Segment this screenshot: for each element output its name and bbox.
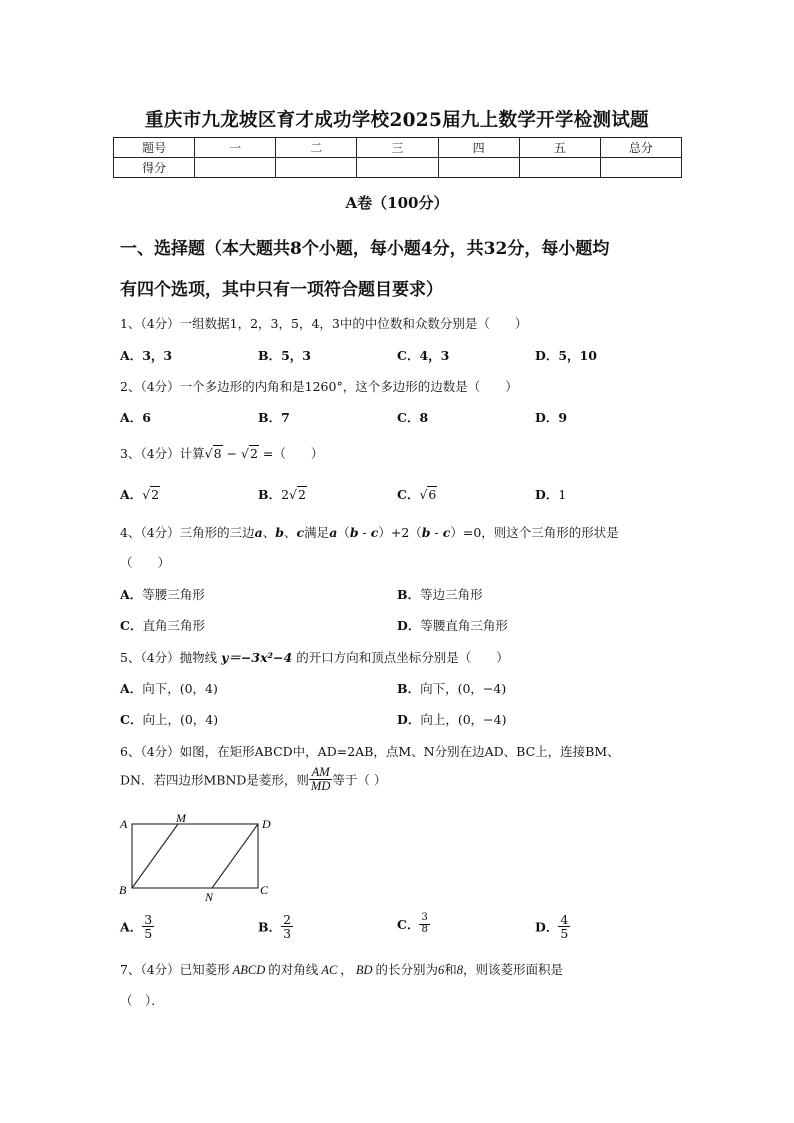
text-run: DN．若四边形MBND是菱形，则 [120, 772, 309, 788]
text-run: （ [337, 525, 350, 540]
option-letter: C． [397, 348, 420, 363]
fraction-numerator: 3 [144, 912, 153, 927]
question-5-text [120, 648, 685, 666]
score-entry-cell[interactable] [519, 158, 600, 178]
fraction-denominator: 8 [421, 923, 428, 935]
variable: c [296, 525, 305, 540]
fraction-numerator: AM [309, 766, 332, 780]
segment-dn [212, 824, 258, 888]
sqrt-expression: √8 [204, 446, 222, 461]
q3-suffix: =（ ） [258, 446, 324, 461]
variable: BD [355, 963, 373, 977]
fraction-numerator: 3 [421, 912, 428, 923]
q4-option-d[interactable] [397, 616, 508, 634]
fraction [309, 766, 332, 793]
score-header-cell: 一 [195, 138, 276, 158]
question-6-text-line2 [120, 766, 685, 793]
variable: b [421, 525, 431, 540]
sqrt-expression: √2 [289, 487, 306, 502]
text-run: ，则该菱形面积是 [463, 962, 564, 977]
text-run: 和 [444, 962, 457, 977]
option-letter: A． [120, 348, 143, 363]
fraction-denominator: 5 [144, 926, 153, 942]
option-letter: D． [535, 919, 559, 935]
q1-option-c[interactable] [397, 346, 449, 364]
option-value: 7 [281, 410, 290, 425]
option-letter: D． [397, 712, 421, 727]
question-7-text-line2: （ ）． [120, 993, 164, 1008]
question-1-text: 1、（4分）一组数据1，2，3，5，4，3中的中位数和众数分别是（ ） [120, 316, 528, 331]
radicand: 2 [249, 446, 258, 461]
q3-option-d[interactable] [535, 485, 566, 503]
radicand: 2 [298, 487, 306, 502]
text-run: 、 [262, 525, 276, 540]
fraction-denominator: MD [310, 779, 331, 794]
equation: y＝−3x²−4 [221, 650, 293, 665]
score-table [113, 137, 682, 178]
question-2-text: 2、（4分）一个多边形的内角和是1260°，这个多边形的边数是（ ） [120, 379, 518, 394]
sqrt-expression: √6 [419, 487, 437, 502]
number: 8 [456, 963, 464, 977]
q5-option-a[interactable] [120, 679, 218, 697]
rectangle-abcd [132, 824, 258, 888]
option-letter: C． [120, 618, 143, 633]
text-run: ， [340, 962, 353, 977]
score-entry-cell[interactable] [357, 158, 438, 178]
score-entry-cell[interactable] [600, 158, 681, 178]
option-letter: B． [397, 681, 421, 696]
fraction-denominator: 5 [560, 926, 569, 942]
variable: AC [321, 963, 338, 977]
question-4-text [120, 523, 685, 541]
q2-option-a[interactable] [120, 408, 151, 426]
q4-option-b[interactable] [397, 585, 483, 603]
option-value: 5，10 [558, 348, 597, 363]
question-7-text [120, 960, 685, 978]
variable: b [349, 525, 359, 540]
exam-title: 重庆市九龙坡区育才成功学校2025届九上数学开学检测试题 [145, 110, 649, 131]
label-n: N [205, 890, 214, 904]
q2-option-b[interactable] [258, 408, 290, 426]
variable: a [329, 525, 338, 540]
label-m: M [176, 812, 186, 825]
option-letter: D． [397, 618, 421, 633]
text-run: 满足 [304, 525, 330, 540]
coefficient: 2 [281, 487, 290, 502]
option-letter: A． [120, 487, 143, 502]
score-table-score-row [114, 158, 682, 178]
option-value: 8 [419, 410, 429, 425]
score-header-cell: 二 [276, 138, 357, 158]
option-value: 等腰直角三角形 [420, 618, 508, 633]
score-header-cell: 五 [519, 138, 600, 158]
option-letter: D． [535, 487, 559, 502]
label-b: B [119, 883, 127, 897]
option-value: 向上，(0，−4) [420, 712, 507, 727]
q6-option-b[interactable] [258, 913, 293, 940]
option-value: 向上，(0，4) [142, 712, 219, 727]
part1-heading-line2: 有四个选项，其中只有一项符合题目要求） [120, 280, 443, 300]
variable: a [254, 525, 263, 540]
label-c: C [260, 883, 269, 897]
fraction-numerator: 4 [560, 912, 569, 927]
q1-option-a[interactable] [120, 346, 172, 364]
option-letter: D． [535, 348, 559, 363]
q5-option-b[interactable] [397, 679, 506, 697]
q6-option-d[interactable] [535, 913, 570, 940]
q3-prefix: 3、（4分）计算 [120, 446, 205, 461]
option-value: 5，3 [281, 348, 311, 363]
option-letter: B． [258, 348, 282, 363]
option-value: 向下，(0，4) [142, 681, 218, 696]
segment-bm [132, 824, 178, 888]
question-4-text-line2: （ ） [120, 555, 171, 570]
text-run: 7、（4分）已知菱形 [120, 962, 230, 977]
score-entry-cell[interactable] [276, 158, 357, 178]
label-d: D [262, 817, 271, 831]
text-run: 4、（4分）三角形的三边 [120, 525, 255, 540]
option-value: 9 [558, 410, 568, 425]
option-letter: C． [397, 487, 420, 502]
rectangle-figure [116, 812, 286, 904]
q6-option-c[interactable] [397, 913, 430, 935]
variable: ABCD [232, 963, 266, 977]
q3-operator: − [222, 446, 241, 461]
option-value: 等边三角形 [420, 587, 483, 602]
text-run: ）+2（ [378, 525, 422, 540]
text-run: ）=0，则这个三角形的形状是 [450, 525, 619, 540]
score-header-cell: 总分 [600, 138, 681, 158]
question-6-text: 6、（4分）如图，在矩形ABCD中，AD=2AB，点M、N分别在边AD、BC上，连接BM、 [120, 744, 620, 759]
option-value: 直角三角形 [142, 618, 205, 633]
score-header-cell: 题号 [114, 138, 195, 158]
option-letter: B． [258, 487, 282, 502]
question-3-text [120, 444, 685, 462]
variable: c [442, 525, 451, 540]
fraction [142, 913, 154, 940]
option-value: 3，3 [142, 348, 173, 363]
part1-heading-line1: 一、选择题（本大题共8个小题，每小题4分，共32分，每小题均 [120, 239, 610, 259]
text-run: - [430, 525, 443, 540]
option-value: 向下，(0，−4) [420, 681, 507, 696]
label-a: A [120, 817, 128, 831]
score-header-cell: 三 [357, 138, 438, 158]
option-letter: A． [120, 681, 143, 696]
text-run: 等于（ ） [332, 772, 387, 788]
radicand: 6 [428, 487, 437, 502]
option-letter: D． [535, 410, 559, 425]
sqrt-expression: √2 [142, 487, 160, 502]
q5-option-c[interactable] [120, 710, 218, 728]
option-letter: A． [120, 587, 143, 602]
section-a-heading: A卷（100分） [345, 194, 449, 212]
q3-option-c[interactable] [397, 485, 437, 503]
text-run: 的对角线 [268, 962, 319, 977]
q4-option-c[interactable] [120, 616, 205, 634]
fraction [281, 913, 293, 940]
option-value: 等腰三角形 [142, 587, 205, 602]
q4-option-a[interactable] [120, 585, 205, 603]
fraction-numerator: 2 [283, 912, 292, 927]
q3-option-b[interactable] [258, 485, 307, 503]
option-value: 4，3 [419, 348, 450, 363]
sqrt-expression: √2 [241, 446, 258, 461]
radicand: 2 [151, 487, 160, 502]
score-header-cell: 四 [438, 138, 519, 158]
fraction [419, 913, 429, 935]
text-run: - [358, 525, 371, 540]
q1-option-b[interactable] [258, 346, 311, 364]
fraction [558, 913, 570, 940]
q2-option-d[interactable] [535, 408, 567, 426]
option-letter: A． [120, 410, 143, 425]
option-letter: C． [397, 410, 420, 425]
text-run: 5、（4分）抛物线 [120, 650, 218, 665]
score-entry-cell[interactable] [195, 158, 276, 178]
text-run: 、 [284, 525, 297, 540]
option-value: 1 [558, 487, 567, 502]
q2-option-c[interactable] [397, 408, 428, 426]
score-row-label: 得分 [114, 158, 195, 178]
fraction-denominator: 3 [283, 926, 292, 942]
number: 6 [438, 963, 445, 977]
text-run: 的长分别为 [375, 962, 438, 977]
option-letter: C． [397, 917, 420, 932]
score-table-header-row [114, 138, 682, 158]
variable: b [275, 525, 285, 540]
option-letter: B． [397, 587, 421, 602]
q6-option-a[interactable] [120, 913, 154, 940]
text-run: 的开口方向和顶点坐标分别是（ ） [296, 650, 509, 665]
option-value: 6 [142, 410, 151, 425]
score-entry-cell[interactable] [438, 158, 519, 178]
option-letter: B． [258, 919, 282, 935]
variable: c [370, 525, 379, 540]
q3-option-a[interactable] [120, 485, 160, 503]
option-letter: A． [120, 919, 143, 935]
q1-option-d[interactable] [535, 346, 597, 364]
option-letter: C． [120, 712, 143, 727]
q5-option-d[interactable] [397, 710, 506, 728]
radicand: 8 [213, 446, 222, 461]
option-letter: B． [258, 410, 282, 425]
